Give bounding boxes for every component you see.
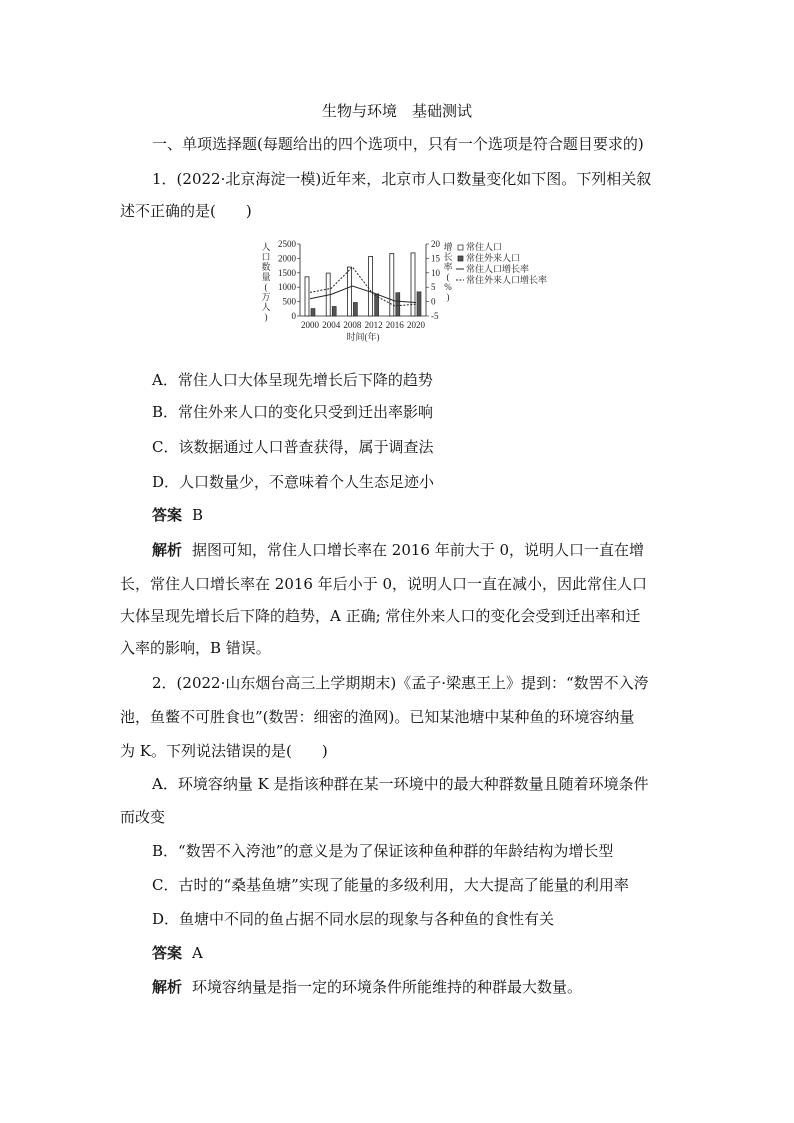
q2-answer [152,943,203,963]
legend-label-resident: 常住人口 [466,243,503,253]
bar-resident-population [390,254,394,316]
x-tick-label: 2016 [385,320,404,330]
y-right-axis-title-char: 率 [443,262,453,272]
legend-label-migrant-rate: 常住外来人口增长率 [466,276,548,286]
x-tick-label: 2004 [322,320,341,330]
y-left-axis-title-char: 口 [261,252,271,262]
q2-option-a-line1: A．环境容纳量 K 是指该种群在某一环境中的最大种群数量且随着环境条件 [152,775,649,793]
q1-stem-line1: 1．(2022·北京海淀一模)近年来，北京市人口数量变化如下图。下列相关叙 [152,170,652,188]
y-left-tick-label: 500 [282,296,296,307]
section-heading: 一、单项选择题(每题给出的四个选项中，只有一个选项是符合题目要求的) [152,135,644,153]
q2-option-b: B．“数罟不入洿池”的意义是为了保证该种鱼种群的年龄结构为增长型 [152,842,614,860]
population-chart-svg [258,236,578,352]
q1-explanation-line2: 长，常住人口增长率在 2016 年后小于 0，说明人口一直在减小，因此常住人口 [120,575,648,593]
y-left-axis-title-char: ( [264,282,268,292]
q1-explanation-line1 [152,540,644,560]
y-right-axis-title-char: % [444,282,452,292]
x-axis-title: 时间(年) [346,332,380,342]
x-tick-label: 2020 [407,320,425,330]
y-right-tick-label: 10 [431,267,440,278]
bar-migrant-population [332,306,336,316]
q2-explanation-label: 解析 [152,978,183,996]
q2-answer-label: 答案 [152,944,183,962]
q1-stem-line2: 述不正确的是( ) [120,202,252,220]
y-right-axis-title-char: 长 [443,252,453,262]
y-right-tick-label: 0 [431,296,436,307]
y-right-axis-title-char: ) [446,292,450,302]
bar-migrant-population [396,293,400,316]
legend-label-migrant: 常住外来人口 [466,254,521,264]
x-tick-label: 2008 [343,320,362,330]
bar-resident-population [369,256,373,316]
y-right-tick-label: 5 [431,282,436,293]
y-left-axis-title-char: 量 [261,272,271,282]
y-right-tick-label: -5 [431,311,439,321]
q1-explanation-line4: 入率的影响，B 错误。 [120,639,271,657]
q1-answer [152,505,203,525]
x-tick-label: 2000 [301,320,319,330]
legend-label-resident-rate: 常住人口增长率 [466,265,530,275]
legend-swatch-migrant [458,256,463,261]
q1-explanation-text1: 据图可知，常住人口增长率在 2016 年前大于 0，说明人口一直在增 [192,541,645,559]
y-left-axis-title-char: 数 [261,262,271,272]
q1-answer-label: 答案 [152,506,183,524]
q1-option-d: D．人口数量少，不意味着个人生态足迹小 [152,473,435,491]
y-right-axis-title-char: ( [446,272,450,282]
y-left-axis-title-char: 人 [261,242,271,252]
y-left-tick-label: 1000 [278,282,296,293]
bar-resident-population [411,253,415,316]
q1-explanation-line3: 大体呈现先增长后下降的趋势，A 正确; 常住外来人口的变化会受到迁出率和迁 [120,607,641,625]
y-left-tick-label: 0 [291,311,296,321]
q1-option-b: B．常住外来人口的变化只受到迁出率影响 [152,403,434,421]
q2-stem-line2: 池，鱼鳖不可胜食也”(数罟：细密的渔网)。已知某池塘中某种鱼的环境容纳量 [120,708,635,726]
y-left-axis-title-char: ) [264,312,268,322]
bar-resident-population [305,277,309,316]
q2-answer-value: A [192,944,203,962]
q1-answer-value: B [192,506,204,524]
bar-resident-population [347,267,351,316]
bar-migrant-population [311,309,315,316]
y-left-tick-label: 1500 [278,267,296,278]
q2-explanation-text1: 环境容纳量是指一定的环境条件所能维持的种群最大数量。 [192,978,583,996]
q2-option-c: C．古时的“桑基鱼塘”实现了能量的多级利用，大大提高了能量的利用率 [152,876,629,894]
y-left-axis-title-char: 人 [261,302,271,312]
q1-option-a: A．常住人口大体呈现先增长后下降的趋势 [152,371,433,389]
x-tick-label: 2012 [364,320,383,330]
y-left-axis-title-char: 万 [261,292,271,302]
legend-swatch-resident [458,245,463,250]
q1-explanation-label: 解析 [152,541,183,559]
y-left-tick-label: 2000 [278,253,296,264]
q2-stem-line1: 2．(2022·山东烟台高三上学期期末)《孟子·梁惠王上》提到：“数罟不入洿 [152,674,649,692]
bar-migrant-population [353,302,357,316]
bar-migrant-population [417,292,421,316]
q2-stem-line3: 为 K。下列说法错误的是( ) [120,742,328,760]
y-left-tick-label: 2500 [278,239,296,249]
page-title: 生物与环境 基础测试 [321,102,472,120]
q2-option-d: D．鱼塘中不同的鱼占据不同水层的现象与各种鱼的食性有关 [152,910,555,928]
population-chart [258,236,578,352]
q2-explanation-line1 [152,977,582,997]
y-right-tick-label: 20 [431,239,440,249]
q2-option-a-line2: 而改变 [120,808,166,826]
q1-option-c: C．该数据通过人口普查获得，属于调查法 [152,438,434,456]
y-right-tick-label: 15 [431,253,440,264]
y-right-axis-title-char: 增 [443,242,453,252]
